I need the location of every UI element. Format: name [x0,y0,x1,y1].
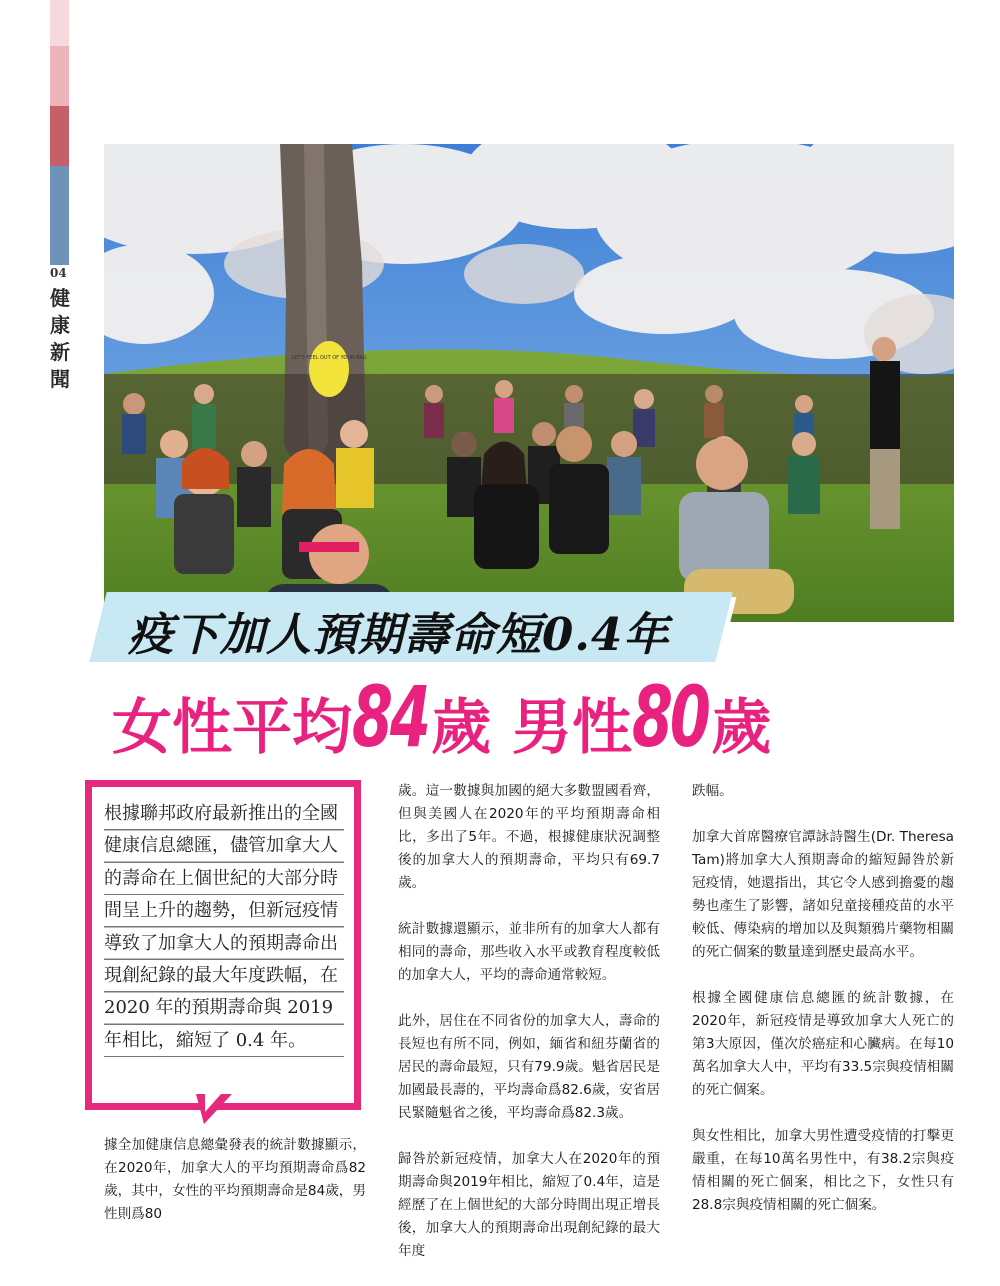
headline-male-age: 80 [632,668,708,766]
headline-line2 [112,668,771,766]
headline-suffix: 歲 [711,693,772,763]
color-tab-light-pink [50,0,69,46]
section-char: 新 [50,340,70,364]
section-char: 聞 [50,367,70,391]
page-number: 04 [50,266,67,280]
body-paragraph: 歸咎於新冠疫情，加拿大人在2020年的預期壽命與2019年相比，縮短了0.4年，這是經歷了在上個世紀的大部分時間出現正增長後，加拿大人的預期壽命出現創紀錄的最大年度 [398,1151,660,1259]
intro-callout-tail-inner [205,1094,221,1112]
park-crowd-photo [104,144,954,622]
body-paragraph: 與女性相比，加拿大男性遭受疫情的打擊更嚴重，在每10萬名男性中，有38.2宗與疫情相關的死亡個案，相比之下，女性只有28.8宗與疫情相關的死亡個案。 [692,1128,954,1213]
headline-male-label: 歲 男性 [431,693,633,763]
body-column-1 [104,1134,366,1249]
body-paragraph: 歲。這一數據與加國的絕大多數盟國看齊，但與美國人在2020年的平均預期壽命相比，多出了5年。不過，根據健康狀況調整後的加拿大人的預期壽命，平均只有69.7歲。 [398,783,660,891]
body-column-3 [692,780,954,1240]
intro-paragraph: 根據聯邦政府最新推出的全國健康信息總匯，儘管加拿大人的壽命在上個世紀的大部分時間呈上升的趨勢，但新冠疫情導致了加拿大人的預期壽命出現創紀錄的最大年度跌幅，在 2020 年的預期壽命與 2019 年相比，縮短了 0.4 年。 [104,798,344,1057]
headline-line1: 疫下加人預期壽命短0.4年 [128,608,670,661]
section-char: 健 [50,286,70,310]
photo-sign-text: LET'S FEEL OUT OF YOUR BAG [291,355,367,361]
headline-band [98,592,724,662]
body-paragraph: 據全加健康信息總彙發表的統計數據顯示，在2020年，加拿大人的平均預期壽命爲82歲，其中，女性的平均預期壽命是84歲，男性則爲80 [104,1137,366,1222]
color-tab-pink [50,46,69,106]
body-paragraph: 此外，居住在不同省份的加拿大人，壽命的長短也有所不同，例如，緬省和紐芬蘭省的居民的壽命最短，只有79.9歲。魁省居民是加國最長壽的，平均壽命爲82.6歲，安省居民緊隨魁省之後，平均壽命爲82.3歲。 [398,1013,660,1121]
body-paragraph: 統計數據還顯示，並非所有的加拿大人都有相同的壽命，那些收入水平或教育程度較低的加拿大人，平均的壽命通常較短。 [398,921,660,983]
color-tab-red [50,106,69,166]
body-column-2 [398,780,660,1286]
body-paragraph: 跌幅。 [692,783,733,799]
headline-female-age: 84 [352,668,428,766]
headline-female-label: 女性平均 [112,693,352,763]
body-paragraph: 根據全國健康信息總匯的統計數據，在2020年，新冠疫情是導致加拿大人死亡的第3大原因，僅次於癌症和心臟病。在每10萬名加拿大人中，平均有33.5宗與疫情相關的死亡個案。 [692,990,954,1098]
section-char: 康 [50,313,70,337]
section-title [50,285,72,393]
color-tab-blue [50,166,69,265]
body-paragraph: 加拿大首席醫療官譚詠詩醫生(Dr. Theresa Tam)將加拿大人預期壽命的縮短歸咎於新冠疫情，她還指出，其它令人感到擔憂的趨勢也產生了影響，諸如兒童接種疫苗的水平較低、傳染病的增加以及與類鴉片藥物相關的死亡個案的數量達到歷史最高水平。 [692,829,954,960]
